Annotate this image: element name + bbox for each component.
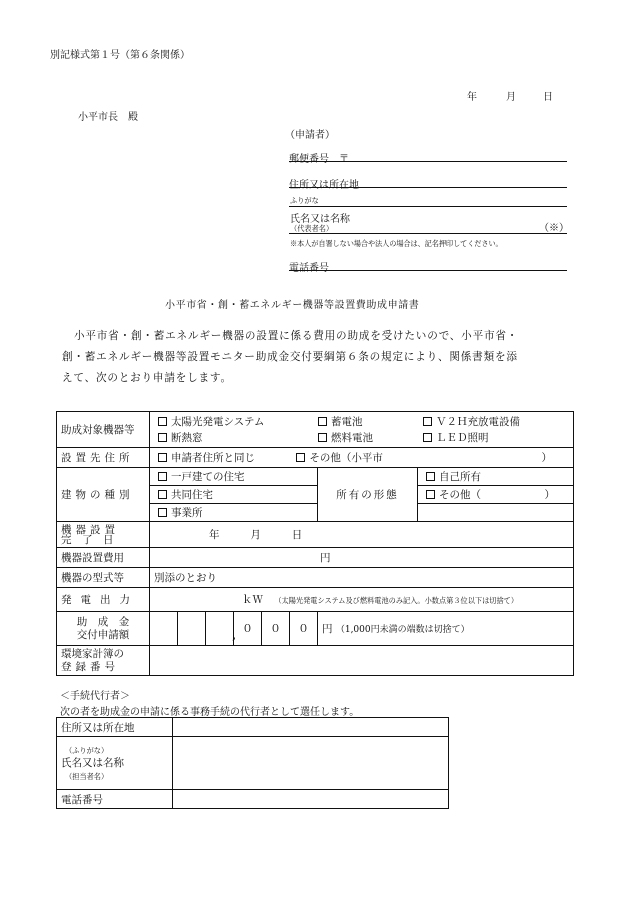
equipment-row (57, 412, 574, 448)
agent-name-field[interactable] (173, 737, 449, 790)
date-day-label: 日 (543, 92, 553, 103)
amount-label-line: 助 成 金 (76, 615, 130, 628)
option-label: 蓄電池 (331, 416, 363, 428)
agent-table (56, 717, 449, 809)
checkbox-office[interactable] (150, 504, 318, 522)
model-value[interactable]: 別添のとおり (150, 568, 574, 588)
application-table (56, 411, 574, 676)
postal-code-label: 郵便番号 〒 (289, 154, 349, 165)
eco-label-line: 登録番号 (61, 660, 119, 673)
option-label: 太陽光発電システム (171, 416, 265, 428)
option-label: その他（ (439, 489, 481, 501)
option-label: その他（小平市 (309, 452, 383, 464)
applicant-heading: （申請者） (285, 130, 335, 141)
checkbox-icon (423, 433, 432, 442)
option-label: 自己所有 (439, 471, 481, 483)
completion-label (57, 522, 150, 548)
checkbox-icon (158, 433, 167, 442)
checkbox-same-address[interactable] (158, 450, 293, 465)
agent-address-row (57, 718, 449, 737)
model-row (57, 568, 574, 588)
furigana-field[interactable] (289, 196, 567, 207)
location-close: ） (541, 452, 552, 464)
amount-unit-cell (318, 612, 574, 646)
checkbox-self-owned[interactable] (418, 468, 574, 486)
agent-statement: 次の者を助成金の申請に係る事務手続の代行者として選任します。 (60, 707, 360, 718)
ownership-blank (418, 504, 574, 522)
ownership-close: ） (544, 489, 556, 501)
addressee: 小平市長 殿 (78, 112, 138, 123)
option-label: 断熱窓 (171, 432, 203, 444)
date-month-label: 月 (506, 92, 516, 103)
agent-phone-row (57, 790, 449, 809)
checkbox-other-address[interactable] (296, 452, 383, 464)
agent-heading: ＜手続代行者＞ (60, 691, 130, 702)
ownership-label: 所有の形態 (318, 468, 418, 522)
completion-date-field[interactable] (150, 522, 574, 548)
option-label: Ｖ２Ｈ充放電設備 (436, 416, 520, 428)
option-label: 一戸建ての住宅 (171, 471, 245, 483)
building-label: 建物の種別 (57, 468, 150, 522)
checkbox-icon (158, 490, 167, 499)
signature-note: ※本人が自署しない場合や法人の場合は、記名押印してください。 (290, 239, 503, 248)
checkbox-solar[interactable] (158, 414, 318, 429)
completion-day: 日 (291, 529, 303, 541)
date-year-label: 年 (467, 92, 477, 103)
amount-note: （1,000円未満の端数は切捨て） (335, 625, 470, 635)
seal-mark: （※） (539, 223, 569, 234)
amount-unit: 円 (322, 623, 333, 635)
agent-furigana-label: （ふりがな） (65, 745, 109, 755)
output-row (57, 588, 574, 612)
agent-address-field[interactable] (173, 718, 449, 737)
output-unit: ｋＷ (242, 594, 263, 606)
checkbox-icon (158, 508, 167, 517)
checkbox-icon (158, 453, 167, 462)
checkbox-fuel-cell[interactable] (318, 430, 423, 445)
option-label: 申請者住所と同じ (171, 452, 255, 464)
completion-month: 月 (250, 529, 261, 541)
checkbox-led[interactable] (423, 430, 489, 445)
checkbox-icon (158, 417, 167, 426)
intro-line: 小平市省・創・蓄エネルギー機器の設置に係る費用の助成を受けたいので、小平市省・ (74, 330, 519, 342)
checkbox-icon (158, 472, 167, 481)
agent-address-label: 住所又は所在地 (57, 718, 173, 737)
option-label: ＬＥＤ照明 (436, 432, 489, 444)
agent-phone-label: 電話番号 (57, 790, 173, 809)
building-row (57, 468, 574, 486)
cost-unit: 円 (320, 552, 331, 564)
address-label: 住所又は所在地 (289, 180, 359, 191)
completion-label-line: 機器設置 (61, 523, 119, 536)
intro-line: えて、次のとおり申請をします。 (62, 372, 232, 384)
location-options (150, 448, 574, 468)
amount-digit-cell[interactable] (178, 612, 206, 646)
cost-field[interactable] (150, 548, 574, 568)
location-row (57, 448, 574, 468)
equipment-label: 助成対象機器等 (57, 412, 150, 448)
representative-label: （代表者名） (290, 224, 334, 233)
amount-digit-cell[interactable] (206, 612, 234, 646)
output-note: （太陽光発電システム及び燃料電池のみ記入。小数点第３位以下は切捨て） (274, 596, 519, 605)
eco-number-field[interactable] (150, 646, 574, 676)
amount-zero: ０ (234, 612, 262, 646)
intro-line: 創・蓄エネルギー機器等設置モニター助成金交付要綱第６条の規定により、関係書類を添 (62, 351, 518, 363)
completion-label-line: 完 了 日 (61, 533, 114, 546)
model-label: 機器の型式等 (57, 568, 150, 588)
completion-row (57, 522, 574, 548)
checkbox-icon (318, 433, 327, 442)
intro-paragraph (62, 326, 572, 389)
output-label: 発電出力 (57, 588, 150, 612)
agent-person-label: （担当者名） (65, 771, 109, 781)
checkbox-detached-house[interactable] (150, 468, 318, 486)
amount-label (57, 612, 150, 646)
output-field[interactable] (150, 588, 574, 612)
form-number: 別記様式第１号（第６条関係） (50, 50, 190, 61)
document-title: 小平市省・創・蓄エネルギー機器等設置費助成申請書 (165, 300, 420, 311)
address-field[interactable] (289, 173, 567, 191)
option-label: 燃料電池 (331, 432, 373, 444)
option-label: 共同住宅 (171, 489, 213, 501)
name-label: 氏名又は名称 (290, 214, 350, 225)
checkbox-apartment[interactable] (150, 486, 318, 504)
eco-row (57, 646, 574, 676)
checkbox-window[interactable] (158, 430, 318, 445)
amount-digit-cell[interactable] (150, 612, 178, 646)
checkbox-icon (296, 453, 305, 462)
postal-code-field[interactable] (289, 147, 567, 165)
option-label: 事業所 (171, 507, 203, 519)
amount-zero: ０ (290, 612, 318, 646)
phone-label: 電話番号 (289, 263, 329, 274)
checkbox-v2h[interactable] (423, 414, 520, 429)
checkbox-icon (318, 417, 327, 426)
agent-name-text: 氏名又は名称 (61, 756, 124, 769)
checkbox-icon (426, 472, 435, 481)
completion-year: 年 (209, 529, 220, 541)
eco-label-line: 環境家計簿の (61, 647, 124, 660)
checkbox-icon (423, 417, 432, 426)
location-label: 設置先住所 (57, 448, 150, 468)
phone-field[interactable] (289, 256, 567, 274)
amount-row (57, 612, 574, 646)
equipment-options (150, 412, 574, 448)
furigana-label: ふりがな (290, 196, 319, 205)
name-field[interactable] (289, 222, 567, 234)
agent-name-row (57, 737, 449, 790)
agent-phone-field[interactable] (173, 790, 449, 809)
eco-label (57, 646, 150, 676)
amount-label-line: 交付申請額 (76, 628, 130, 641)
agent-name-label (57, 737, 173, 790)
amount-zero: ０ (262, 612, 290, 646)
checkbox-battery[interactable] (318, 414, 423, 429)
cost-label: 機器設置費用 (57, 548, 150, 568)
checkbox-other-ownership[interactable] (418, 486, 574, 504)
amount-comma: , (232, 630, 236, 642)
cost-row (57, 548, 574, 568)
checkbox-icon (426, 490, 435, 499)
